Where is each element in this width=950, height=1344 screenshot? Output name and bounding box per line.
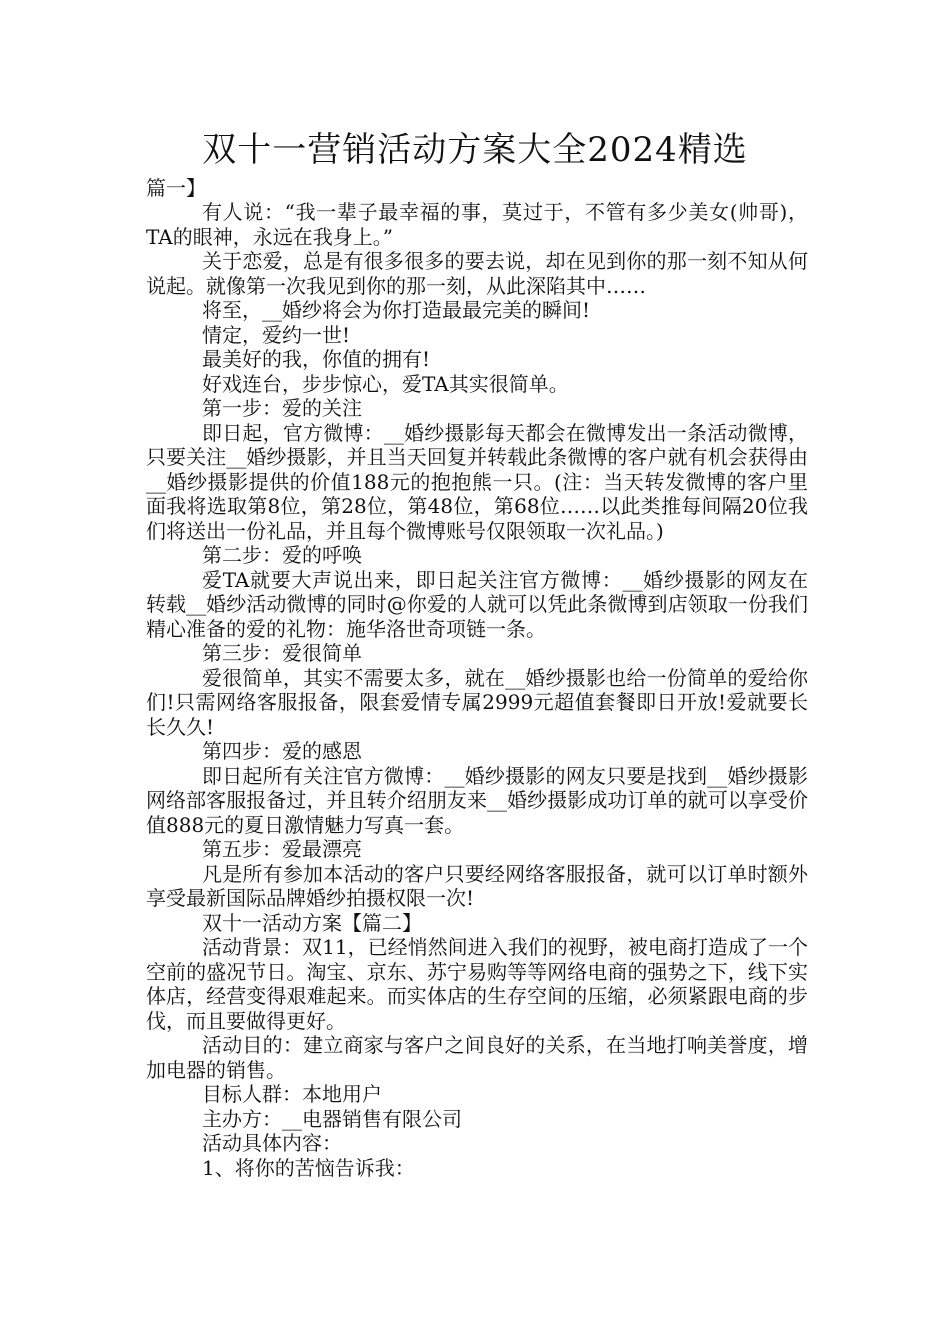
paragraph: 关于恋爱，总是有很多很多的要去说，却在见到你的那一刻不知从何说起。就像第一次我见到你的那一刻，从此深陷其中…… [146, 249, 808, 298]
section-label: 篇一】 [146, 176, 206, 200]
step-heading: 第三步：爱很简单 [202, 641, 362, 665]
paragraph: 即日起，官方微博：__婚纱摄影每天都会在微博发出一条活动微博，只要关注__婚纱摄影，并且当天回复并转载此条微博的客户就有机会获得由__婚纱摄影提供的价值188元的抱抱熊一只。(注：当天转发微博的客户里面我将选取第8位，第28位，第48位，第68位……以此类推每间隔20位我们将送出一份礼品，并且每个微博账号仅限领取一次礼品。) [146, 420, 808, 543]
paragraph: 凡是所有参加本活动的客户只要经网络客服报备，就可以订单时额外享受最新国际品牌婚纱拍摄权限一次! [146, 861, 808, 910]
paragraph: 好戏连台，步步惊心，爱TA其实很简单。 [202, 371, 569, 396]
document-body [146, 200, 808, 1180]
paragraph: 即日起所有关注官方微博：__婚纱摄影的网友只要是找到__婚纱摄影网络部客服报备过，并且转介绍朋友来__婚纱摄影成功订单的就可以享受价值888元的夏日激情魅力写真一套。 [146, 763, 808, 837]
paragraph: 活动具体内容： [202, 1131, 342, 1155]
paragraph: 情定，爱约一世! [202, 322, 351, 347]
step-heading: 第二步：爱的呼唤 [202, 543, 362, 567]
paragraph: 目标人群：本地用户 [202, 1082, 382, 1106]
paragraph: 1、将你的苦恼告诉我： [202, 1155, 415, 1180]
step-heading: 第一步：爱的关注 [202, 396, 362, 420]
step-heading: 第四步：爱的感恩 [202, 739, 362, 763]
paragraph: 活动背景：双11，已经悄然间进入我们的视野，被电商打造成了一个空前的盛况节日。淘宝、京东、苏宁易购等等网络电商的强势之下，线下实体店，经营变得艰难起来。而实体店的生存空间的压缩，必须紧跟电商的步伐，而且要做得更好。 [146, 935, 808, 1033]
paragraph: 主办方：__电器销售有限公司 [202, 1106, 462, 1131]
step-heading: 第五步：爱最漂亮 [202, 837, 362, 861]
paragraph: 活动目的：建立商家与客户之间良好的关系，在当地打响美誉度，增加电器的销售。 [146, 1033, 808, 1082]
paragraph: 最美好的我，你值的拥有! [202, 347, 431, 371]
paragraph: 爱很简单，其实不需要太多，就在__婚纱摄影也给一份简单的爱给你们!只需网络客服报备，限套爱情专属2999元超值套餐即日开放!爱就要长长久久! [146, 665, 808, 739]
paragraph: 将至，__婚纱将会为你打造最最完美的瞬间! [202, 298, 591, 322]
document-title: 双十一营销活动方案大全2024精选 [202, 130, 748, 170]
section-heading: 双十一活动方案【篇二】 [202, 910, 422, 935]
paragraph: 有人说：“我一辈子最幸福的事，莫过于，不管有多少美女(帅哥)，TA的眼神，永远在我身上。” [146, 200, 808, 249]
paragraph: 爱TA就要大声说出来，即日起关注官方微博：__婚纱摄影的网友在转载__婚纱活动微博的同时@你爱的人就可以凭此条微博到店领取一份我们精心准备的爱的礼物：施华洛世奇项链一条。 [146, 567, 808, 641]
